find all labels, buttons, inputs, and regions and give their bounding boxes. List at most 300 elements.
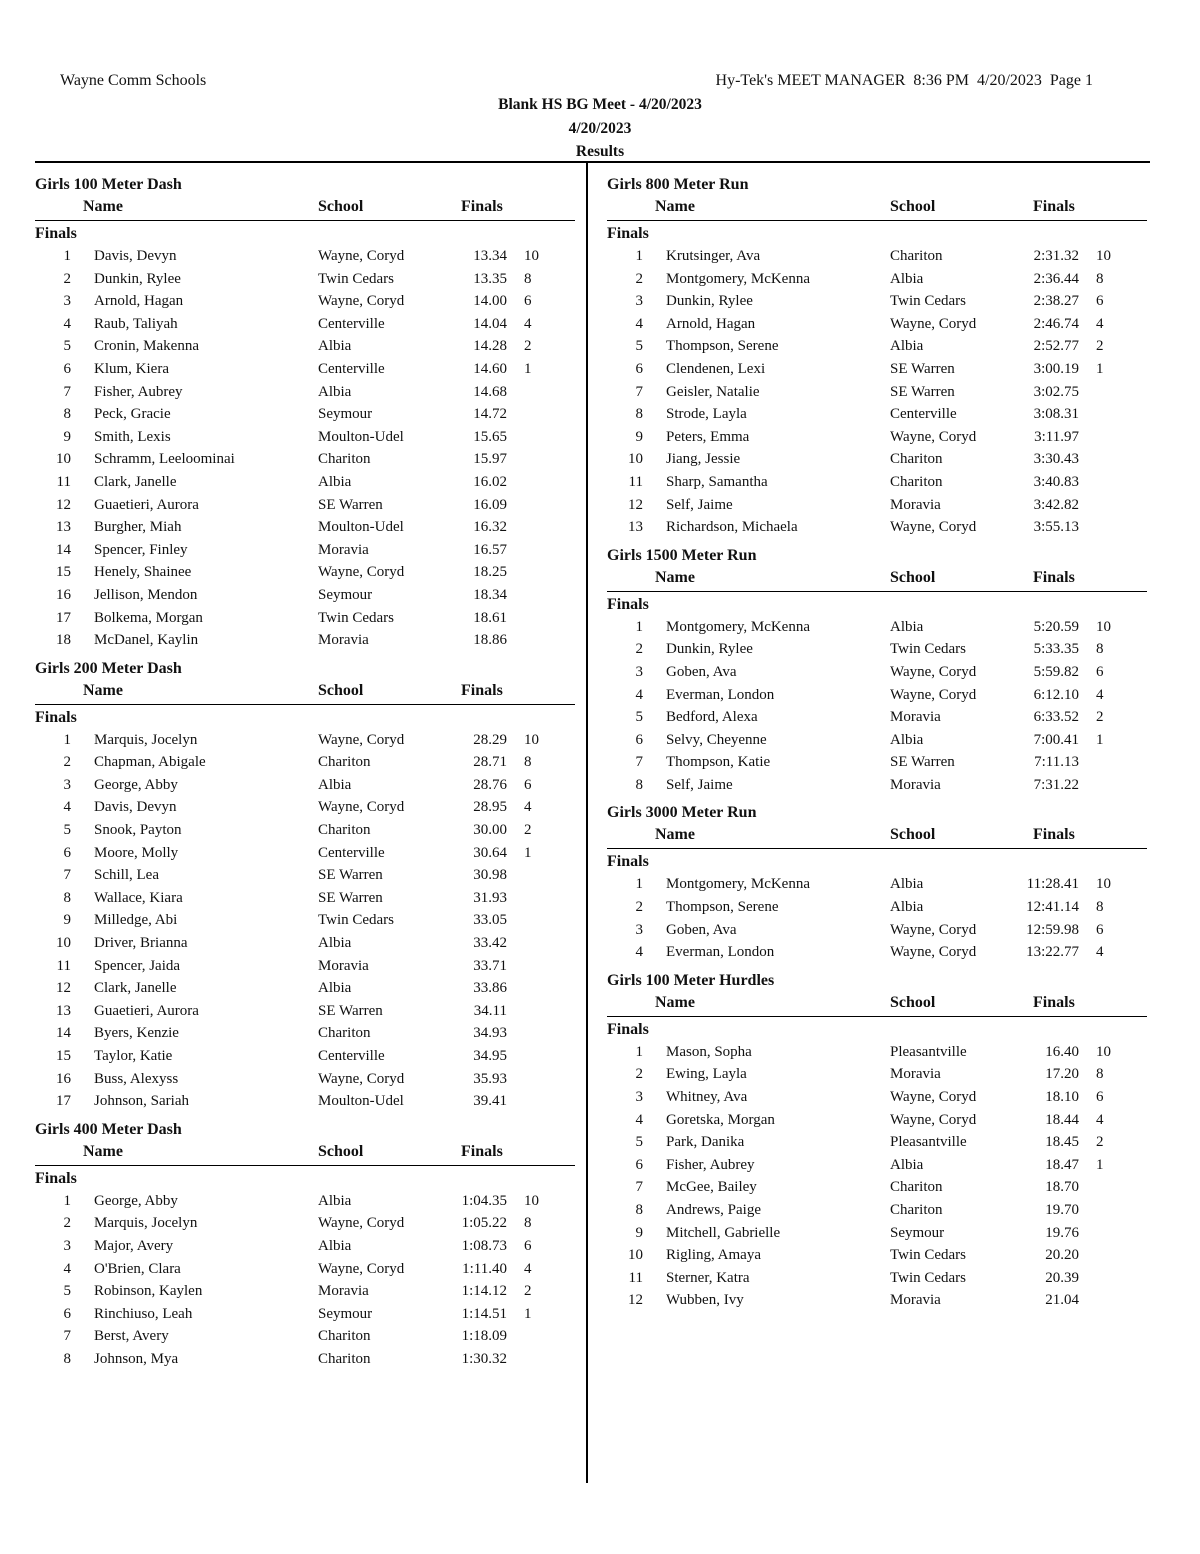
athlete-name: Smith, Lexis — [94, 428, 171, 445]
school-name: Wayne, Coryd — [890, 428, 977, 445]
result-row — [607, 1267, 1147, 1290]
school-name: Pleasantville — [890, 1043, 967, 1060]
school-name: Moravia — [318, 541, 369, 558]
athlete-name: Arnold, Hagan — [666, 315, 756, 332]
points: 6 — [1096, 293, 1104, 310]
finals-mark: 18.86 — [473, 632, 507, 649]
athlete-name: Rinchiuso, Leah — [94, 1305, 193, 1322]
place: 1 — [635, 618, 643, 635]
points: 4 — [1096, 1111, 1104, 1128]
section-label: Finals — [35, 1169, 77, 1187]
place: 16 — [56, 1070, 71, 1087]
meet-date: 4/20/2023 — [568, 120, 632, 137]
points: 1 — [524, 360, 532, 377]
result-row — [607, 426, 1147, 449]
school-name: Albia — [890, 899, 924, 916]
result-row — [35, 864, 575, 887]
place: 2 — [635, 899, 643, 916]
school-name: Wayne, Coryd — [890, 686, 977, 703]
column-header — [35, 680, 575, 705]
school-name: Moulton-Udel — [318, 428, 404, 445]
place: 5 — [63, 1283, 71, 1300]
name-column-header: Name — [655, 568, 695, 586]
athlete-name: Milledge, Abi — [94, 912, 178, 929]
finals-mark: 39.41 — [473, 1093, 507, 1110]
result-row — [607, 471, 1147, 494]
result-row — [607, 1289, 1147, 1312]
points: 10 — [524, 1192, 539, 1209]
section-label: Finals — [35, 225, 77, 242]
finals-mark: 1:18.09 — [461, 1328, 507, 1345]
event-title: Girls 800 Meter Run — [607, 176, 749, 193]
place: 3 — [63, 776, 71, 793]
school-name: Albia — [890, 731, 924, 748]
result-row — [35, 1045, 575, 1068]
school-name: Seymour — [318, 586, 373, 603]
school-name: Twin Cedars — [890, 1247, 967, 1264]
school-name: Chariton — [318, 754, 371, 771]
points: 10 — [524, 731, 539, 748]
finals-mark: 3:02.75 — [1033, 383, 1079, 400]
result-row — [607, 729, 1147, 752]
result-row — [607, 1109, 1147, 1132]
place: 10 — [56, 935, 71, 952]
athlete-name: Strode, Layla — [666, 406, 747, 423]
points: 10 — [1096, 876, 1111, 893]
event-block — [35, 1119, 575, 1371]
place: 12 — [56, 980, 71, 997]
finals-mark: 1:14.51 — [461, 1305, 507, 1322]
finals-mark: 15.97 — [473, 451, 507, 468]
place: 2 — [63, 754, 71, 771]
athlete-name: Henely, Shainee — [94, 564, 192, 581]
athlete-name: Everman, London — [666, 944, 775, 961]
school-name: SE Warren — [890, 360, 955, 377]
athlete-name: Selvy, Cheyenne — [666, 731, 767, 748]
school-name: Wayne, Coryd — [318, 1260, 405, 1277]
finals-mark: 12:59.98 — [1026, 921, 1079, 938]
school-name: Wayne, Coryd — [890, 519, 977, 536]
finals-mark: 18.10 — [1045, 1089, 1079, 1106]
school-name: Centerville — [318, 844, 385, 861]
place: 15 — [56, 564, 71, 581]
place: 7 — [63, 1328, 71, 1345]
athlete-name: Moore, Molly — [94, 844, 179, 861]
points: 8 — [524, 754, 532, 771]
school-name: Wayne, Coryd — [318, 248, 405, 264]
athlete-name: Krutsinger, Ava — [666, 248, 761, 264]
result-row — [35, 955, 575, 978]
finals-mark: 18.34 — [473, 586, 507, 603]
school-name: Moravia — [318, 632, 369, 649]
athlete-name: Berst, Avery — [94, 1328, 169, 1345]
place: 13 — [56, 1002, 71, 1019]
athlete-name: Ewing, Layla — [666, 1066, 747, 1083]
finals-mark: 6:12.10 — [1033, 686, 1079, 703]
athlete-name: Cronin, Makenna — [94, 338, 199, 355]
finals-mark: 28.29 — [473, 731, 507, 748]
result-row — [35, 1022, 575, 1045]
finals-mark: 11:28.41 — [1026, 876, 1079, 893]
points: 8 — [524, 1215, 532, 1232]
points: 4 — [1096, 944, 1104, 961]
finals-mark: 18.47 — [1045, 1156, 1079, 1173]
finals-mark: 7:31.22 — [1033, 776, 1079, 793]
place: 7 — [63, 383, 71, 400]
finals-mark: 19.70 — [1045, 1202, 1079, 1218]
column-header — [35, 1141, 575, 1166]
event-block — [607, 970, 1147, 1312]
finals-mark: 28.71 — [473, 754, 507, 771]
place: 12 — [628, 1292, 643, 1309]
column-header — [607, 567, 1147, 592]
place: 9 — [63, 428, 71, 445]
athlete-name: Fisher, Aubrey — [94, 383, 183, 400]
school-name: Moravia — [890, 776, 941, 793]
athlete-name: Snook, Payton — [94, 822, 182, 839]
result-row — [35, 290, 575, 313]
points: 10 — [524, 248, 539, 264]
athlete-name: Bedford, Alexa — [666, 709, 758, 726]
place: 11 — [628, 473, 643, 490]
place: 9 — [635, 1224, 643, 1241]
place: 8 — [635, 1202, 643, 1218]
place: 1 — [635, 248, 643, 264]
place: 10 — [56, 451, 71, 468]
athlete-name: Johnson, Mya — [94, 1350, 179, 1367]
finals-column-header: Finals — [1033, 826, 1075, 844]
points: 8 — [1096, 1066, 1104, 1083]
name-column-header: Name — [83, 681, 123, 699]
right-column — [607, 174, 1147, 1318]
school-name: SE Warren — [890, 383, 955, 400]
school-name: Twin Cedars — [318, 912, 395, 929]
athlete-name: George, Abby — [94, 776, 178, 793]
result-row — [607, 1063, 1147, 1086]
place: 5 — [635, 709, 643, 726]
school-name: Seymour — [318, 1305, 373, 1322]
athlete-name: Byers, Kenzie — [94, 1025, 179, 1042]
school-name: Wayne, Coryd — [318, 293, 405, 310]
finals-mark: 35.93 — [473, 1070, 507, 1087]
place: 17 — [56, 1093, 71, 1110]
event-title: Girls 1500 Meter Run — [607, 546, 757, 564]
finals-mark: 17.20 — [1045, 1066, 1079, 1083]
finals-mark: 12:41.14 — [1026, 899, 1079, 916]
place: 1 — [635, 1043, 643, 1060]
place: 6 — [635, 731, 643, 748]
finals-mark: 2:52.77 — [1033, 338, 1079, 355]
finals-column-header: Finals — [461, 681, 503, 699]
athlete-name: McGee, Bailey — [666, 1179, 757, 1196]
athlete-name: Guaetieri, Aurora — [94, 1002, 199, 1019]
place: 4 — [63, 315, 71, 332]
result-row — [35, 561, 575, 584]
athlete-name: Montgomery, McKenna — [666, 270, 810, 287]
finals-mark: 3:08.31 — [1033, 406, 1079, 423]
athlete-name: Mitchell, Gabrielle — [666, 1224, 781, 1241]
points: 6 — [1096, 1089, 1104, 1106]
result-row — [35, 403, 575, 426]
result-row — [35, 381, 575, 404]
column-header — [607, 824, 1147, 849]
points: 8 — [1096, 899, 1104, 916]
athlete-name: Montgomery, McKenna — [666, 618, 810, 635]
result-row — [607, 751, 1147, 774]
athlete-name: Wubben, Ivy — [666, 1292, 744, 1309]
result-row — [35, 335, 575, 358]
result-row — [35, 977, 575, 1000]
finals-mark: 15.65 — [473, 428, 507, 445]
school-name: SE Warren — [318, 1002, 383, 1019]
result-row — [607, 290, 1147, 313]
points: 2 — [1096, 709, 1104, 726]
school-name: Twin Cedars — [318, 609, 395, 626]
event-block — [35, 658, 575, 1113]
athlete-name: Montgomery, McKenna — [666, 876, 810, 893]
athlete-name: Taylor, Katie — [94, 1048, 173, 1064]
finals-mark: 3:00.19 — [1033, 360, 1079, 377]
result-row — [35, 751, 575, 774]
place: 12 — [56, 496, 71, 513]
result-row — [607, 1199, 1147, 1222]
place: 8 — [63, 406, 71, 423]
finals-mark: 7:11.13 — [1034, 754, 1079, 771]
place: 5 — [63, 822, 71, 839]
finals-mark: 30.64 — [473, 844, 507, 861]
finals-mark: 18.61 — [473, 609, 507, 626]
school-name: Chariton — [318, 1328, 371, 1345]
athlete-name: Sharp, Samantha — [666, 473, 768, 490]
place: 6 — [63, 1305, 71, 1322]
athlete-name: Jiang, Jessie — [666, 451, 741, 468]
school-name: Wayne, Coryd — [890, 1111, 977, 1128]
place: 4 — [635, 686, 643, 703]
place: 2 — [63, 1215, 71, 1232]
points: 1 — [524, 1305, 532, 1322]
points: 4 — [524, 1260, 532, 1277]
result-row — [607, 1086, 1147, 1109]
event-title: Girls 200 Meter Dash — [35, 659, 182, 677]
points: 2 — [1096, 1134, 1104, 1151]
place: 14 — [56, 1025, 71, 1042]
points: 10 — [1096, 248, 1111, 264]
athlete-name: Burgher, Miah — [94, 519, 182, 536]
place: 8 — [635, 406, 643, 423]
athlete-name: Guaetieri, Aurora — [94, 496, 199, 513]
event-block — [35, 174, 575, 652]
place: 3 — [63, 293, 71, 310]
place: 11 — [56, 473, 71, 490]
finals-mark: 5:33.35 — [1033, 641, 1079, 658]
school-name: Moulton-Udel — [318, 519, 404, 536]
points: 8 — [1096, 641, 1104, 658]
athlete-name: Jellison, Mendon — [94, 586, 198, 603]
athlete-name: Whitney, Ava — [666, 1089, 748, 1106]
result-row — [35, 313, 575, 336]
school-column-header: School — [890, 993, 936, 1011]
result-row — [35, 1280, 575, 1303]
athlete-name: Dunkin, Rylee — [666, 641, 753, 658]
name-column-header: Name — [655, 198, 695, 215]
place: 7 — [635, 754, 643, 771]
school-name: Twin Cedars — [890, 1269, 967, 1286]
school-name: Chariton — [318, 1350, 371, 1367]
event-block — [607, 545, 1147, 797]
result-row — [35, 268, 575, 291]
place: 6 — [635, 1156, 643, 1173]
school-name: Moravia — [890, 1292, 941, 1309]
athlete-name: Major, Avery — [94, 1237, 174, 1254]
athlete-name: Peck, Gracie — [94, 406, 171, 423]
place: 3 — [63, 1237, 71, 1254]
result-row — [607, 1041, 1147, 1064]
finals-mark: 18.45 — [1045, 1134, 1079, 1151]
result-row — [35, 358, 575, 381]
finals-mark: 33.42 — [473, 935, 507, 952]
result-row — [607, 268, 1147, 291]
result-row — [607, 919, 1147, 942]
result-row — [607, 358, 1147, 381]
school-name: Albia — [890, 618, 924, 635]
school-name: Albia — [318, 776, 352, 793]
place: 4 — [63, 1260, 71, 1277]
points: 4 — [1096, 315, 1104, 332]
school-name: Chariton — [890, 473, 943, 490]
place: 10 — [628, 451, 643, 468]
place: 1 — [63, 731, 71, 748]
result-row — [35, 245, 575, 268]
result-row — [35, 909, 575, 932]
finals-mark: 1:04.35 — [461, 1192, 507, 1209]
finals-mark: 1:14.12 — [461, 1283, 507, 1300]
place: 13 — [628, 519, 643, 536]
finals-mark: 5:20.59 — [1033, 618, 1079, 635]
athlete-name: McDanel, Kaylin — [94, 632, 199, 649]
points: 6 — [1096, 921, 1104, 938]
result-row — [607, 1176, 1147, 1199]
left-column — [35, 174, 575, 1377]
finals-mark: 18.44 — [1045, 1111, 1079, 1128]
results-heading: Results — [575, 143, 625, 160]
school-name: Wayne, Coryd — [318, 1070, 405, 1087]
place: 9 — [63, 912, 71, 929]
finals-mark: 34.93 — [473, 1025, 507, 1042]
name-column-header: Name — [83, 198, 123, 215]
athlete-name: Thompson, Serene — [666, 338, 779, 355]
result-row — [35, 1325, 575, 1348]
finals-mark: 33.71 — [473, 957, 507, 974]
school-name: Albia — [318, 1192, 352, 1209]
column-header — [607, 196, 1147, 221]
place: 17 — [56, 609, 71, 626]
finals-mark: 1:30.32 — [461, 1350, 507, 1367]
result-row — [35, 1303, 575, 1326]
place: 7 — [635, 1179, 643, 1196]
finals-mark: 1:05.22 — [461, 1215, 507, 1232]
event-title: Girls 3000 Meter Run — [607, 804, 757, 822]
result-row — [607, 313, 1147, 336]
result-row — [607, 381, 1147, 404]
place: 13 — [56, 519, 71, 536]
result-row — [607, 516, 1147, 539]
result-row — [35, 1068, 575, 1091]
result-row — [607, 941, 1147, 964]
place: 18 — [56, 632, 71, 649]
header-rule — [35, 161, 1150, 163]
result-row — [35, 539, 575, 562]
result-row — [607, 1222, 1147, 1245]
result-row — [607, 403, 1147, 426]
meet-title: Blank HS BG Meet - 4/20/2023 — [498, 96, 702, 113]
athlete-name: Chapman, Abigale — [94, 754, 206, 771]
finals-mark: 13.34 — [473, 248, 507, 264]
school-name: Albia — [318, 980, 352, 997]
school-name: Chariton — [318, 451, 371, 468]
name-column-header: Name — [83, 1142, 123, 1160]
athlete-name: Dunkin, Rylee — [94, 270, 181, 287]
athlete-name: Marquis, Jocelyn — [94, 1215, 198, 1232]
athlete-name: Dunkin, Rylee — [666, 293, 753, 310]
school-name: Albia — [318, 338, 352, 355]
points: 10 — [1096, 618, 1111, 635]
finals-mark: 2:38.27 — [1033, 293, 1079, 310]
place: 3 — [635, 921, 643, 938]
finals-mark: 1:08.73 — [461, 1237, 507, 1254]
result-row — [35, 796, 575, 819]
finals-mark: 7:00.41 — [1033, 731, 1079, 748]
result-row — [607, 661, 1147, 684]
finals-column-header: Finals — [461, 1142, 503, 1160]
finals-mark: 2:46.74 — [1033, 315, 1079, 332]
athlete-name: Klum, Kiera — [94, 360, 169, 377]
athlete-name: O'Brien, Clara — [94, 1260, 181, 1277]
points: 6 — [524, 1237, 532, 1254]
place: 10 — [628, 1247, 643, 1264]
school-name: Chariton — [318, 1025, 371, 1042]
column-header — [607, 992, 1147, 1017]
finals-mark: 31.93 — [473, 889, 507, 906]
result-row — [35, 729, 575, 752]
school-column-header: School — [318, 1142, 364, 1160]
place: 3 — [635, 293, 643, 310]
finals-mark: 28.95 — [473, 799, 507, 816]
place: 2 — [635, 641, 643, 658]
section-label: Finals — [35, 708, 77, 726]
athlete-name: Goretska, Morgan — [666, 1111, 775, 1128]
finals-mark: 28.76 — [473, 776, 507, 793]
athlete-name: Mason, Sopha — [666, 1043, 752, 1060]
result-row — [35, 516, 575, 539]
school-name: Wayne, Coryd — [890, 315, 977, 332]
result-row — [607, 245, 1147, 268]
result-row — [607, 684, 1147, 707]
athlete-name: Raub, Taliyah — [94, 315, 178, 332]
points: 6 — [524, 776, 532, 793]
finals-mark: 34.11 — [473, 1002, 507, 1019]
points: 4 — [524, 799, 532, 816]
points: 8 — [1096, 270, 1104, 287]
finals-mark: 3:30.43 — [1033, 451, 1079, 468]
finals-mark: 30.98 — [473, 867, 507, 884]
result-row — [607, 1154, 1147, 1177]
place: 14 — [56, 541, 71, 558]
athlete-name: Spencer, Jaida — [94, 957, 181, 974]
place: 8 — [63, 1350, 71, 1367]
column-divider — [586, 163, 588, 1483]
result-row — [35, 471, 575, 494]
athlete-name: George, Abby — [94, 1192, 178, 1209]
